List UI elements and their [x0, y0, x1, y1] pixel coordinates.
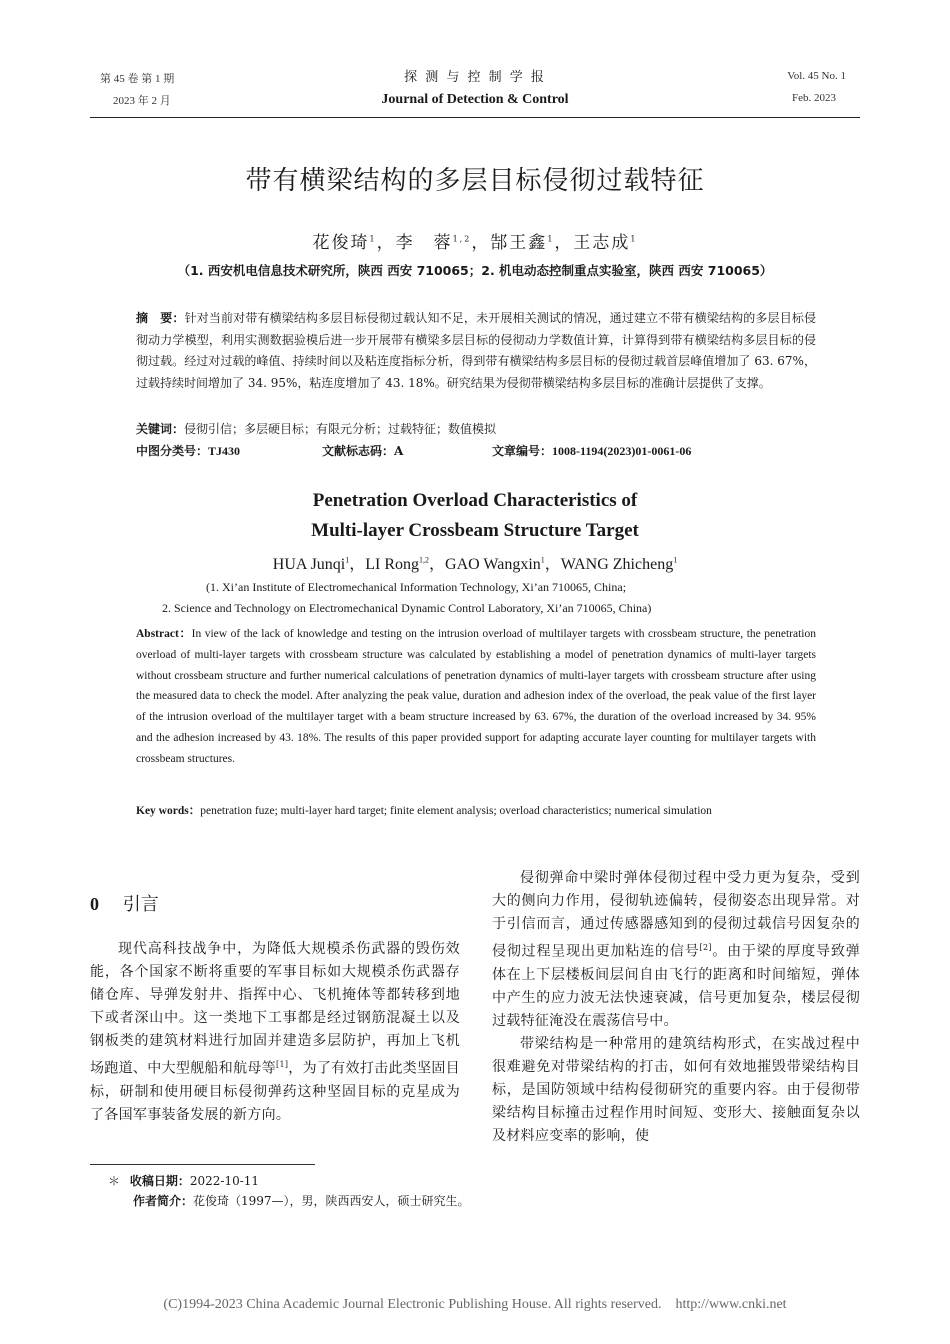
section-number: 0 — [90, 894, 99, 914]
affiliation-cn: （1. 西安机电信息技术研究所，陕西 西安 710065；2. 机电动态控制重点实验室，陕西 西安 710065） — [177, 263, 773, 278]
abstract-text-en: In view of the lack of knowledge and testing on the intrusion overload of multilayer targets with crossbeam structure, the penetration overload of multi-layer targets with crossbeam structure was calculated by establishing a model of penetration dynamics of multi-layer targets without crossbeam structure and further numerical calculations of penetration dynamics of multi-layer targets with crossbeam structure after using the measured data to check the model. After analyzing the peak value, duration and adhesion index of the overload, the peak value of the first layer of the intrusion overload of the multilayer target with a beam structure increased by 63. 67%, the duration of the overload increased by 34. 95% and the adhesion increased by 43. 18%. The results of this paper provided support for adapting accurate layer counting for multilayer targets with crossbeam structures. — [136, 628, 817, 765]
clc-number — [136, 441, 336, 463]
intro-text: 。由于梁的厚度导致弹体在上下层楼板间层间自由飞行的距离和时间缩短，弹体中产生的应力波无法快速衰减，信号更加复杂，楼层侵彻过载特征淹没在震荡信号中。 — [492, 943, 860, 1029]
authors-en — [0, 551, 950, 574]
doc-value: A — [394, 444, 404, 458]
section-title: 引言 — [122, 894, 159, 915]
keywords-text-en: penetration fuze; multi-layer hard target; finite element analysis; overload characteristics; numerical simulation — [200, 805, 712, 817]
author-name-en: ，GAO Wangxin — [429, 556, 541, 573]
citation-ref: [1] — [276, 1060, 289, 1069]
citation-ref: [2] — [699, 943, 712, 952]
author-name-en: HUA Junqi — [272, 556, 346, 573]
doc-label: 文献标志码： — [322, 444, 395, 458]
affiliation-en-line1: (1. Xi’an Institute of Electromechanical Information Technology, Xi’an 710065, China; — [206, 580, 627, 594]
author-sup: 1 — [369, 234, 377, 244]
keywords-label-cn: 关键词： — [136, 422, 185, 436]
abstract-label-cn: 摘 要： — [136, 311, 185, 325]
author-name: ，郜王鑫 — [471, 233, 548, 253]
article-label: 文章编号： — [492, 444, 553, 458]
footnote-received — [108, 1172, 259, 1189]
received-label: 收稿日期： — [129, 1174, 190, 1188]
paper-title-cn: 带有横梁结构的多层目标侵彻过载特征 — [245, 166, 705, 196]
author-bio-label: 作者简介： — [133, 1194, 194, 1208]
footnote-star: ＊ — [108, 1174, 121, 1188]
author-bio-value: 花俊琦（1997—），男，陕西西安人，硕士研究生。 — [193, 1194, 470, 1208]
author-sup: 1 — [345, 555, 350, 565]
keywords-cn — [136, 419, 816, 441]
clc-value: TJ430 — [208, 444, 241, 458]
paper-title-en-line2: Multi-layer Crossbeam Structure Target — [311, 520, 639, 541]
journal-name-en: Journal of Detection & Control — [381, 92, 569, 107]
intro-text: ，为了有效打击此类坚固目标，研制和使用硬目标侵彻弹药这种坚固目标的克星成为了各国军事装备发展的新方向。 — [90, 1060, 460, 1123]
author-name: 花俊琦 — [312, 233, 370, 253]
author-name-en: ，LI Rong — [349, 556, 420, 573]
intro-text: 侵彻弹命中梁时弹体侵彻过程中受力更为复杂，受到大的侧向力作用，侵彻轨迹偏转，侵彻姿态出现异常。对于引信而言，通过传感器感知到的侵彻过载信号因复杂的侵彻过程呈现出更加粘连的信号 — [492, 870, 860, 960]
article-value: 1008-1194(2023)01-0061-06 — [552, 444, 692, 458]
journal-name-cn: 探 测 与 控 制 学 报 — [404, 70, 546, 85]
intro-paragraph-1 — [90, 938, 460, 1127]
keywords-en — [136, 801, 816, 822]
abstract-label-en: Abstract： — [136, 628, 192, 640]
volume-issue-cn: 第 45 卷 第 1 期 — [100, 73, 175, 85]
affiliation-en-line2: 2. Science and Technology on Electromechanical Dynamic Control Laboratory, Xi’an 710065, China) — [162, 601, 652, 615]
abstract-en — [136, 624, 816, 770]
article-number — [492, 441, 822, 463]
section-heading — [90, 890, 159, 916]
footnote-author — [133, 1192, 470, 1209]
author-sup: 1 — [673, 555, 678, 565]
author-sup: 1 — [547, 234, 555, 244]
intro-text: 现代高科技战争中，为降低大规模杀伤武器的毁伤效能，各个国家不断将重要的军事目标如大规模杀伤武器存储仓库、导弹发射井、指挥中心、飞机掩体等都转移到地下或者深山中。这一类地下工事都是经过钢筋混凝土以及钢板类的建筑材料进行加固并建造多层防护，再加上飞机场跑道、中大型舰船和航母等 — [90, 941, 460, 1077]
author-sup: 1 — [540, 555, 545, 565]
abstract-text-cn: 针对当前对带有横梁结构多层目标侵彻过载认知不足，未开展相关测试的情况，通过建立不带有横梁结构的多层目标侵彻动力学模型，利用实测数据验模后进一步开展带有横梁多层目标的侵彻动力学数值计算，计算得到带有横梁结构多层目标的侵彻过载。经过对过载的峰值、持续时间以及粘连度指标分析，得到带有横梁结构多层目标的侵彻过载首层峰值增加了 63. 67%，过载持续时间增加了 34. 95%，粘连度增加了 43. 18%。研究结果为侵彻带横梁结构多层目标的准确计层提供了支撑。 — [136, 311, 816, 390]
author-sup: 1 — [630, 234, 638, 244]
cnki-watermark: (C)1994-2023 China Academic Journal Electronic Publishing House. All rights reserved. http://www.cnki.net — [163, 1297, 787, 1312]
author-sup: 1,2 — [419, 555, 430, 565]
date-en: Feb. 2023 — [792, 92, 836, 104]
intro-paragraph-2 — [492, 867, 860, 1033]
author-name-en: ，WANG Zhicheng — [544, 556, 674, 573]
author-sup: 1,2 — [452, 234, 472, 244]
header-divider — [90, 117, 860, 118]
author-name: ，王志成 — [554, 233, 631, 253]
date-cn: 2023 年 2 月 — [113, 95, 171, 107]
keywords-text-cn: 侵彻引信；多层硬目标；有限元分析；过载特征；数值模拟 — [184, 422, 497, 436]
clc-label: 中图分类号： — [136, 444, 209, 458]
footnote-divider — [90, 1164, 315, 1165]
volume-issue-en: Vol. 45 No. 1 — [787, 70, 846, 82]
paper-title-en-line1: Penetration Overload Characteristics of — [312, 490, 638, 511]
keywords-label-en: Key words： — [136, 805, 201, 817]
authors-cn — [0, 228, 950, 253]
received-value: 2022-10-11 — [189, 1174, 260, 1188]
intro-paragraph-3: 带梁结构是一种常用的建筑结构形式，在实战过程中很难避免对带梁结构的打击，如何有效地摧毁带梁结构目标，是国防领域中结构侵彻研究的重要内容。由于侵彻带梁结构目标撞击过程作用时间短、变形大、接触面复杂以及材料应变率的影响，使 — [492, 1036, 860, 1144]
author-name: ，李 蓉 — [376, 233, 453, 253]
abstract-cn — [136, 308, 816, 394]
doc-code — [322, 441, 482, 463]
